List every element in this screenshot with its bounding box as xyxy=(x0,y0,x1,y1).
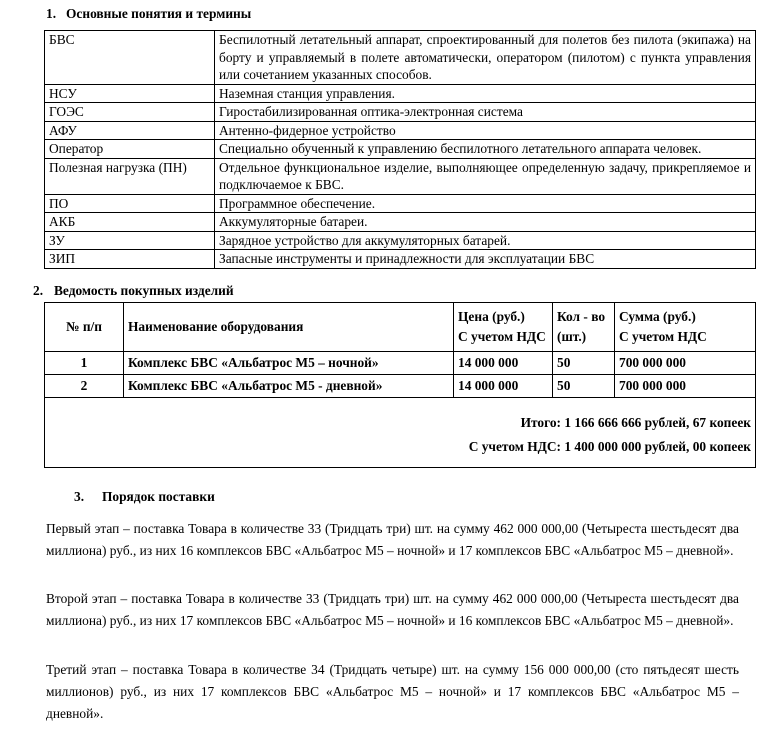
table-row xyxy=(45,158,756,194)
header-qty-line2: (шт.) xyxy=(557,329,587,344)
total-cell xyxy=(45,398,756,468)
term-name: Полезная нагрузка (ПН) xyxy=(45,158,215,194)
table-row xyxy=(45,231,756,250)
table-row xyxy=(45,375,756,398)
section-2-number: 2. xyxy=(33,283,44,298)
table-row xyxy=(45,103,756,122)
term-definition: Антенно-фидерное устройство xyxy=(215,121,756,140)
header-qty-line1: Кол - во xyxy=(557,309,606,324)
section-1-title: Основные понятия и термины xyxy=(66,6,252,21)
total-vat-line: С учетом НДС: 1 400 000 000 рублей, 00 копеек xyxy=(468,439,751,454)
header-price-line2: С учетом НДС xyxy=(458,329,546,344)
header-qty xyxy=(553,303,615,352)
term-definition: Аккумуляторные батареи. xyxy=(215,213,756,232)
term-name: ПО xyxy=(45,194,215,213)
term-name: ЗУ xyxy=(45,231,215,250)
table-row xyxy=(45,194,756,213)
term-definition: Запасные инструменты и принадлежности для эксплуатации БВС xyxy=(215,250,756,269)
term-definition: Специально обученный к управлению беспилотного летательного аппарата человек. xyxy=(215,140,756,159)
total-row xyxy=(45,398,756,468)
total-line: Итого: 1 166 666 666 рублей, 67 копеек xyxy=(520,415,751,430)
row-1-num: 1 xyxy=(45,352,124,375)
table-row xyxy=(45,140,756,159)
row-1-name: Комплекс БВС «Альбатрос М5 – ночной» xyxy=(124,352,454,375)
row-1-sum: 700 000 000 xyxy=(615,352,756,375)
section-3-number: 3. xyxy=(74,489,85,504)
paragraph-stage-2: Второй этап – поставка Товара в количестве 33 (Тридцать три) шт. на сумму 462 000 000,00 (Четыреста шестьдесят два миллиона) руб., из них 17 комплексов БВС «Альбатрос М5 – ночной» и 16 комплексов БВС «Альбатрос М5 – дневной». xyxy=(46,591,739,629)
table-row xyxy=(45,84,756,103)
term-definition: Зарядное устройство для аккумуляторных батарей. xyxy=(215,231,756,250)
row-2-price: 14 000 000 xyxy=(454,375,553,398)
term-definition: Гиростабилизированная оптика-электронная система xyxy=(215,103,756,122)
header-sum-line2: С учетом НДС xyxy=(619,329,707,344)
header-num: № п/п xyxy=(45,303,124,352)
row-2-qty: 50 xyxy=(553,375,615,398)
term-name: АКБ xyxy=(45,213,215,232)
term-definition: Наземная станция управления. xyxy=(215,84,756,103)
row-2-num: 2 xyxy=(45,375,124,398)
term-name: Оператор xyxy=(45,140,215,159)
term-definition: Программное обеспечение. xyxy=(215,194,756,213)
header-sum-line1: Сумма (руб.) xyxy=(619,309,696,324)
term-name: АФУ xyxy=(45,121,215,140)
term-name: ГОЭС xyxy=(45,103,215,122)
table-row xyxy=(45,352,756,375)
paragraph-stage-3: Третий этап – поставка Товара в количестве 34 (Тридцать четыре) шт. на сумму 156 000 000,00 (сто пятьдесят шесть миллионов) руб., из них 17 комплексов БВС «Альбатрос М5 – ночной» и 17 комплексов БВС «Альбатрос М5 – дневной». xyxy=(46,662,739,722)
section-1-heading xyxy=(46,6,251,22)
row-1-qty: 50 xyxy=(553,352,615,375)
paragraph-stage-1: Первый этап – поставка Товара в количестве 33 (Тридцать три) шт. на сумму 462 000 000,00 (Четыреста шестьдесят два миллиона) руб., из них 16 комплексов БВС «Альбатрос М5 – ночной» и 17 комплексов БВС «Альбатрос М5 – дневной». xyxy=(46,521,739,559)
table-row xyxy=(45,213,756,232)
row-1-price: 14 000 000 xyxy=(454,352,553,375)
section-3-title: Порядок поставки xyxy=(102,489,215,504)
section-2-heading xyxy=(33,283,234,299)
section-1-number: 1. xyxy=(46,6,57,21)
section-2-title: Ведомость покупных изделий xyxy=(54,283,234,298)
row-2-sum: 700 000 000 xyxy=(615,375,756,398)
term-definition: Отдельное функциональное изделие, выполняющее определенную задачу, прикрепляемое и подключаемое к БВС. xyxy=(215,158,756,194)
table-row xyxy=(45,31,756,85)
row-2-name: Комплекс БВС «Альбатрос М5 - дневной» xyxy=(124,375,454,398)
section-3-heading xyxy=(74,489,215,505)
term-name: БВС xyxy=(45,31,215,85)
table-row xyxy=(45,250,756,269)
header-sum xyxy=(615,303,756,352)
terms-table xyxy=(44,30,756,269)
header-price-line1: Цена (руб.) xyxy=(458,309,525,324)
purchase-header-row xyxy=(45,303,756,352)
table-row xyxy=(45,121,756,140)
term-name: НСУ xyxy=(45,84,215,103)
header-price xyxy=(454,303,553,352)
purchase-table xyxy=(44,302,756,468)
header-name: Наименование оборудования xyxy=(124,303,454,352)
term-name: ЗИП xyxy=(45,250,215,269)
term-definition: Беспилотный летательный аппарат, спроектированный для полетов без пилота (экипажа) на борту и управляемый в полете автоматически, оператором (пилотом) с пункта управления или сочетанием указанных способов. xyxy=(215,31,756,85)
